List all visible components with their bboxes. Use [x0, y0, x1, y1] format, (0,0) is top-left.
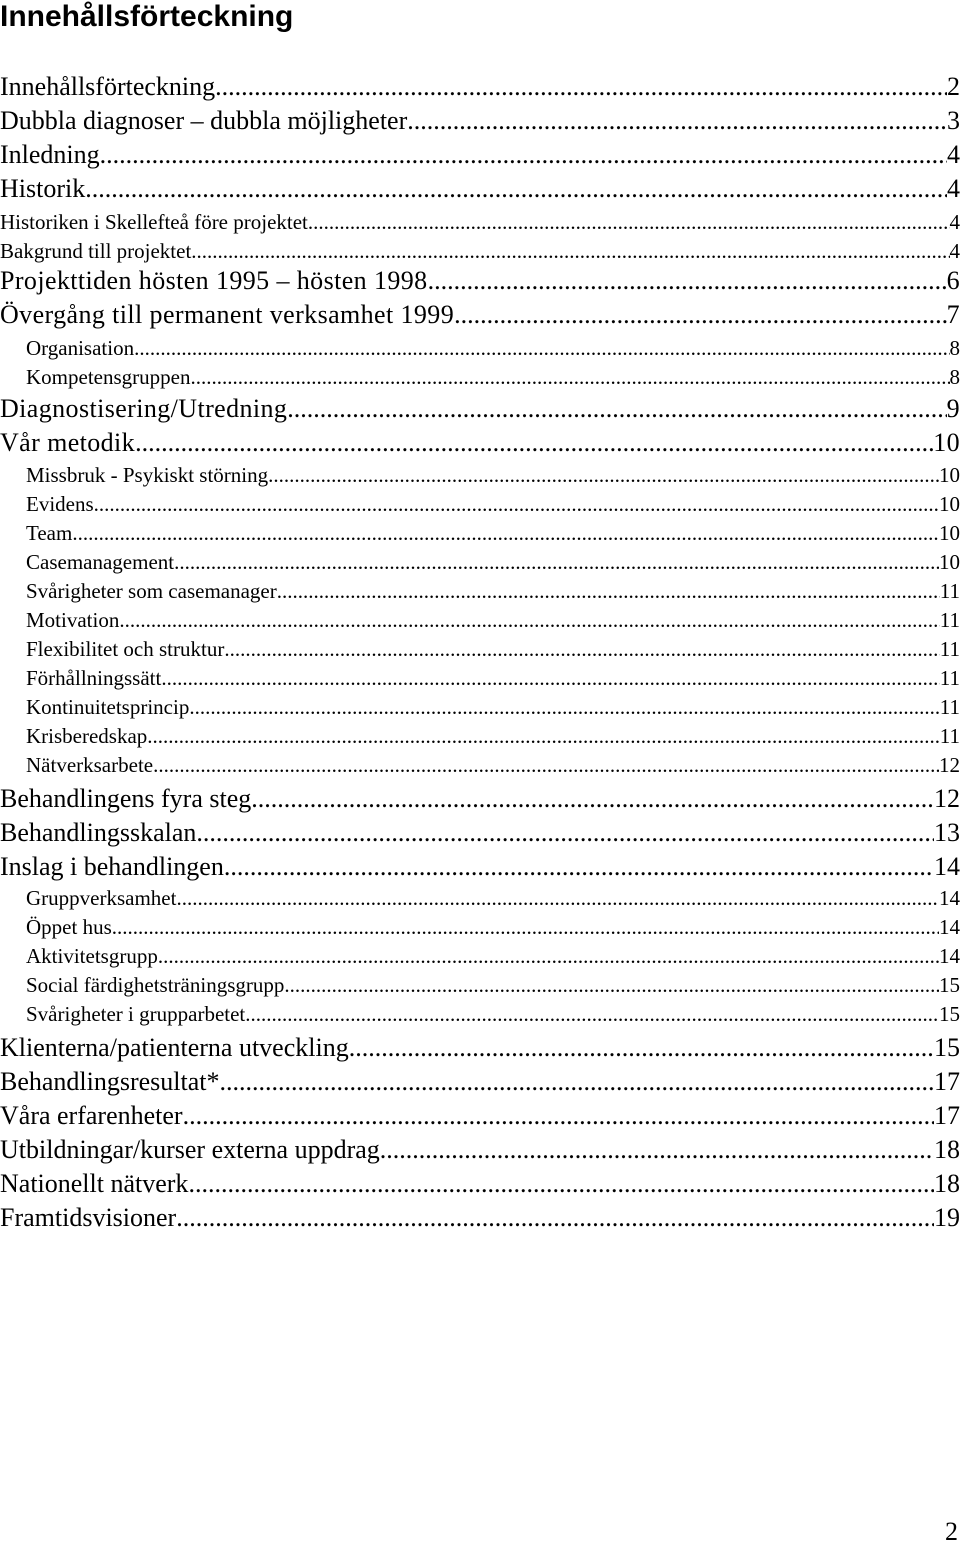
- toc-entry-page: 12: [934, 784, 960, 813]
- toc-entry[interactable]: [0, 1201, 960, 1235]
- toc-entry-page: 4: [947, 140, 960, 169]
- toc-entry[interactable]: [0, 70, 960, 104]
- toc-entry-page: 14: [934, 852, 960, 881]
- toc-entry-title: Bakgrund till projektet: [0, 239, 192, 263]
- toc-entry[interactable]: [0, 942, 960, 971]
- toc-entry-page: 11: [939, 579, 960, 603]
- toc-entry-page: 15: [934, 1033, 960, 1062]
- toc-entry[interactable]: [0, 722, 960, 751]
- toc-entry-title: Vår metodik: [0, 428, 136, 457]
- toc-entry-page: 10: [933, 428, 960, 457]
- toc-entry[interactable]: [0, 850, 960, 884]
- toc-entry-title: Historiken i Skellefteå före projektet: [0, 210, 308, 234]
- toc-entry[interactable]: [0, 1000, 960, 1029]
- toc-entry-page: 8: [949, 365, 960, 389]
- toc-dot-leader: [428, 264, 947, 298]
- toc-dot-leader: [224, 635, 939, 664]
- toc-dot-leader: [174, 548, 939, 577]
- toc-dot-leader: [196, 816, 934, 850]
- toc-entry-page: 12: [939, 753, 960, 777]
- toc-dot-leader: [100, 138, 947, 172]
- toc-entry[interactable]: [0, 426, 960, 460]
- toc-entry-page: 10: [939, 492, 960, 516]
- toc-dot-leader: [380, 1133, 934, 1167]
- page-number: 2: [945, 1517, 958, 1546]
- toc-entry[interactable]: [0, 1133, 960, 1167]
- toc-entry[interactable]: [0, 782, 960, 816]
- toc-entry-page: 15: [939, 973, 960, 997]
- toc-entry-title: Dubbla diagnoser – dubbla möjligheter: [0, 106, 408, 135]
- toc-entry-page: 6: [946, 266, 960, 295]
- toc-dot-leader: [158, 942, 939, 971]
- toc-entry[interactable]: [0, 519, 960, 548]
- toc-dot-leader: [189, 693, 939, 722]
- toc-entry[interactable]: [0, 1031, 960, 1065]
- toc-entry[interactable]: [0, 913, 960, 942]
- toc-entry-title: Klienterna/patienterna utveckling: [0, 1033, 349, 1062]
- toc-entry[interactable]: [0, 635, 960, 664]
- toc-dot-leader: [134, 334, 949, 363]
- toc-entry-title: Förhållningssätt: [26, 666, 162, 690]
- toc-entry-title: Team: [26, 521, 73, 545]
- toc-entry-page: 14: [939, 915, 960, 939]
- toc-entry-title: Evidens: [26, 492, 94, 516]
- toc-entry-page: 11: [939, 608, 960, 632]
- toc-entry-page: 10: [939, 550, 960, 574]
- toc-dot-leader: [147, 722, 939, 751]
- toc-entry-page: 11: [939, 724, 960, 748]
- toc-entry-title: Utbildningar/kurser externa uppdrag: [0, 1135, 380, 1164]
- toc-entry-title: Motivation: [26, 608, 120, 632]
- toc-entry[interactable]: [0, 884, 960, 913]
- toc-entry-page: 13: [934, 818, 960, 847]
- toc-entry-page: 18: [934, 1169, 960, 1198]
- toc-dot-leader: [188, 1167, 934, 1201]
- toc-entry[interactable]: [0, 104, 960, 138]
- toc-entry-title: Behandlingsskalan: [0, 818, 197, 847]
- toc-dot-leader: [220, 1065, 934, 1099]
- toc-entry[interactable]: [0, 363, 960, 392]
- toc-dot-leader: [407, 104, 947, 138]
- toc-entry-page: 9: [946, 394, 960, 423]
- toc-dot-leader: [191, 237, 949, 266]
- toc-entry-title: Behandlingsresultat*: [0, 1067, 220, 1096]
- toc-dot-leader: [190, 363, 949, 392]
- toc-dot-leader: [454, 298, 946, 332]
- toc-entry-title: Flexibilitet och struktur: [26, 637, 225, 661]
- toc-entry-page: 4: [949, 210, 960, 234]
- toc-entry-page: 15: [939, 1002, 960, 1026]
- toc-dot-leader: [284, 971, 939, 1000]
- toc-entry-title: Diagnostisering/Utredning: [0, 394, 288, 423]
- toc-entry[interactable]: [0, 664, 960, 693]
- toc-entry[interactable]: [0, 264, 960, 298]
- toc-entry[interactable]: [0, 971, 960, 1000]
- toc-entry-page: 11: [939, 695, 960, 719]
- toc-dot-leader: [183, 1099, 934, 1133]
- toc-entry[interactable]: [0, 751, 960, 780]
- toc-entry[interactable]: [0, 392, 960, 426]
- toc-entry[interactable]: [0, 548, 960, 577]
- toc-entry-page: 4: [947, 174, 960, 203]
- toc-dot-leader: [251, 782, 934, 816]
- toc-dot-leader: [277, 577, 940, 606]
- toc-dot-leader: [72, 519, 939, 548]
- toc-dot-leader: [176, 1201, 934, 1235]
- toc-entry-title: Kontinuitetsprincip: [26, 695, 190, 719]
- toc-entry-title: Inledning: [0, 140, 100, 169]
- toc-entry[interactable]: [0, 298, 960, 332]
- toc-entry[interactable]: [0, 577, 960, 606]
- toc-entry-page: 19: [934, 1203, 960, 1232]
- toc-entry[interactable]: [0, 816, 960, 850]
- toc-dot-leader: [349, 1031, 934, 1065]
- toc-entry-title: Svårigheter som casemanager: [26, 579, 277, 603]
- toc-dot-leader: [161, 664, 939, 693]
- toc-dot-leader: [153, 751, 939, 780]
- toc-dot-leader: [119, 606, 939, 635]
- toc-entry-title: Behandlingens fyra steg: [0, 784, 252, 813]
- toc-dot-leader: [135, 426, 933, 460]
- toc-entry-title: Övergång till permanent verksamhet 1999: [0, 300, 455, 329]
- toc-entry-page: 10: [939, 463, 960, 487]
- toc-dot-leader: [176, 884, 939, 913]
- toc-entry-title: Våra erfarenheter: [0, 1101, 183, 1130]
- toc-entry-page: 8: [949, 336, 960, 360]
- toc-entry[interactable]: [0, 138, 960, 172]
- toc-entry-page: 7: [946, 300, 960, 329]
- toc-entry-title: Historik: [0, 174, 86, 203]
- toc-dot-leader: [85, 172, 947, 206]
- toc-entry[interactable]: [0, 237, 960, 266]
- toc-entry-title: Gruppverksamhet: [26, 886, 177, 910]
- toc-entry[interactable]: [0, 172, 960, 206]
- toc-entry-page: 14: [939, 944, 960, 968]
- toc-entry-title: Innehållsförteckning: [0, 72, 216, 101]
- toc-entry[interactable]: [0, 1099, 960, 1133]
- toc-dot-leader: [224, 850, 934, 884]
- toc-entry-page: 2: [947, 72, 960, 101]
- toc-entry[interactable]: [0, 334, 960, 363]
- toc-entry-page: 17: [934, 1067, 960, 1096]
- toc-entry-page: 17: [934, 1101, 960, 1130]
- toc-entry-title: Projekttiden hösten 1995 – hösten 1998: [0, 266, 428, 295]
- toc-entry[interactable]: [0, 490, 960, 519]
- toc-entry-page: 11: [939, 637, 960, 661]
- toc-entry[interactable]: [0, 1167, 960, 1201]
- toc-heading: Innehållsförteckning: [0, 0, 294, 33]
- toc-entry-page: 11: [939, 666, 960, 690]
- toc-entry-title: Aktivitetsgrupp: [26, 944, 158, 968]
- toc-entry-title: Nätverksarbete: [26, 753, 154, 777]
- toc-entry-page: 4: [949, 239, 960, 263]
- toc-entry-page: 10: [939, 521, 960, 545]
- toc-entry-page: 14: [939, 886, 960, 910]
- toc-entry-title: Social färdighetsträningsgrupp: [26, 973, 285, 997]
- toc-dot-leader: [308, 208, 950, 237]
- toc-dot-leader: [94, 490, 939, 519]
- toc-entry-title: Nationellt nätverk: [0, 1169, 189, 1198]
- toc-entry-title: Krisberedskap: [26, 724, 148, 748]
- toc-entry-title: Casemanagement: [26, 550, 175, 574]
- toc-entry[interactable]: [0, 606, 960, 635]
- toc-entry-page: 3: [947, 106, 960, 135]
- toc-dot-leader: [287, 392, 946, 426]
- toc-dot-leader: [268, 461, 939, 490]
- toc-entry[interactable]: [0, 693, 960, 722]
- toc-entry[interactable]: [0, 1065, 960, 1099]
- toc-dot-leader: [112, 913, 939, 942]
- toc-entry-page: 18: [934, 1135, 960, 1164]
- toc-entry-title: Svårigheter i grupparbetet: [26, 1002, 246, 1026]
- toc-entry-title: Inslag i behandlingen: [0, 852, 224, 881]
- toc-entry-title: Framtidsvisioner: [0, 1203, 177, 1232]
- toc-dot-leader: [215, 70, 947, 104]
- toc-entry-title: Öppet hus: [26, 915, 112, 939]
- toc-entry[interactable]: [0, 461, 960, 490]
- toc-dot-leader: [245, 1000, 939, 1029]
- toc-entry-title: Organisation: [26, 336, 135, 360]
- toc-entry-title: Missbruk - Psykiskt störning: [26, 463, 269, 487]
- toc-entry[interactable]: [0, 208, 960, 237]
- toc-entry-title: Kompetensgruppen: [26, 365, 191, 389]
